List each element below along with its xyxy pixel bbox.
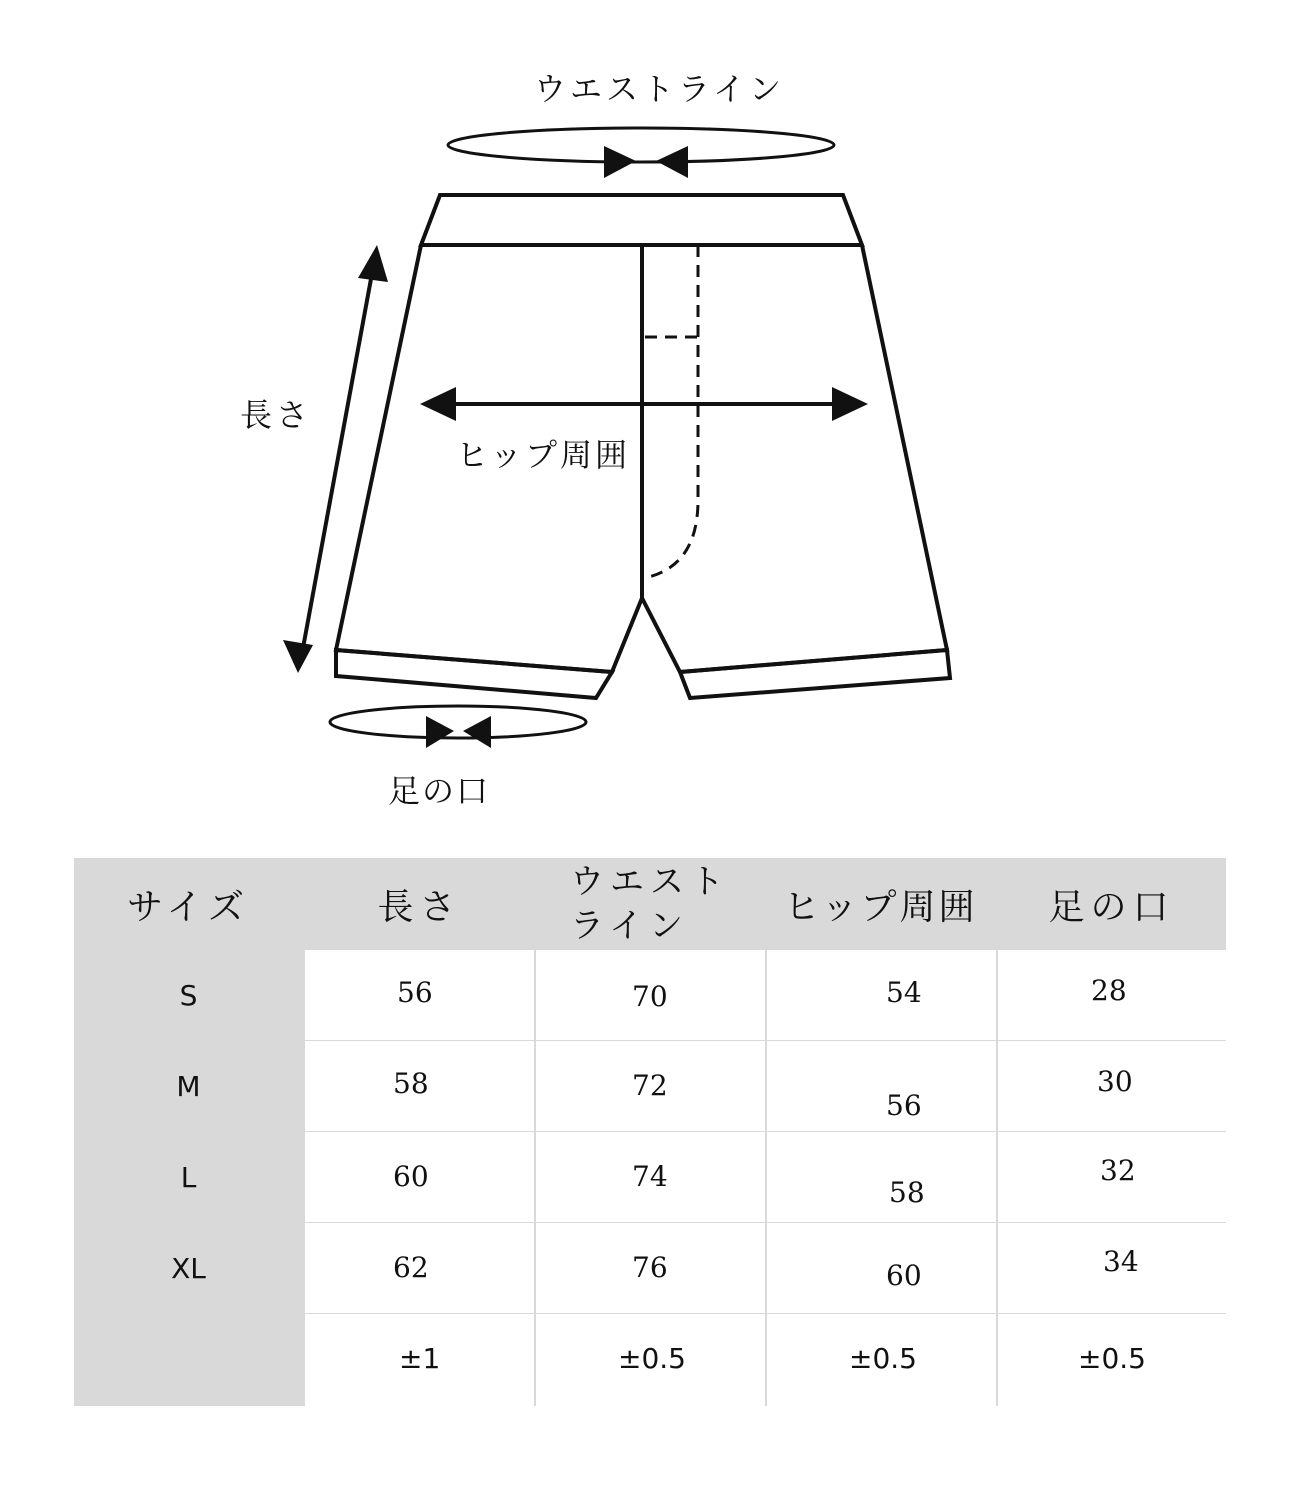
left-cuff <box>336 650 612 698</box>
cell-value: 30 <box>1097 1065 1133 1098</box>
size-m: M <box>176 1069 201 1103</box>
waist-ellipse <box>448 128 834 162</box>
tolerance-value: ±1 <box>399 1342 441 1375</box>
length-arrow-bottom <box>283 640 313 673</box>
tolerance-value: ±0.5 <box>618 1342 686 1375</box>
cell-value: 58 <box>393 1067 429 1100</box>
cell-value: 72 <box>632 1069 668 1102</box>
waist-arrow-left <box>656 146 688 178</box>
table-cell <box>536 1223 765 1313</box>
cell-value: 54 <box>886 976 922 1009</box>
length-arrow-top <box>358 245 388 282</box>
cell-value: 56 <box>886 1089 922 1122</box>
table-cell <box>305 1223 534 1313</box>
header-size: サイズ <box>126 886 251 928</box>
cell-value: 74 <box>632 1160 668 1193</box>
cell-value: 62 <box>393 1251 429 1284</box>
table-cell <box>998 1041 1226 1131</box>
right-cuff <box>680 650 950 698</box>
table-cell <box>305 1132 534 1222</box>
table-cell <box>305 1314 534 1406</box>
size-table <box>74 858 1226 1406</box>
length-label: 長さ <box>240 396 313 434</box>
leg-opening-label: 足の口 <box>388 772 491 810</box>
table-cell <box>998 950 1226 1040</box>
cell-value: 70 <box>632 980 668 1013</box>
header-leg-opening: 足の口 <box>1048 886 1175 928</box>
header-length: 長さ <box>377 886 462 928</box>
header-hip: ヒップ周囲 <box>783 886 978 928</box>
table-cell <box>998 1223 1226 1313</box>
tolerance-value: ±0.5 <box>849 1342 917 1375</box>
table-cell <box>767 950 996 1040</box>
leg-ellipse <box>330 706 586 738</box>
table-cell <box>767 1314 996 1406</box>
cell-value: 76 <box>632 1251 668 1284</box>
table-cell <box>536 1314 765 1406</box>
length-arrow-line <box>303 268 373 648</box>
cell-value: 34 <box>1103 1245 1139 1278</box>
cell-value: 60 <box>393 1160 429 1193</box>
size-xl: XL <box>171 1251 206 1285</box>
cell-value: 60 <box>886 1259 922 1292</box>
leg-arrow-left <box>463 716 491 748</box>
leg-arrow-right <box>426 716 454 748</box>
table-cell <box>998 1314 1226 1406</box>
hip-label: ヒップ周囲 <box>456 436 631 474</box>
table-cell <box>536 1132 765 1222</box>
size-l: L <box>180 1160 197 1194</box>
fly-stitch <box>645 245 698 578</box>
table-cell <box>305 1041 534 1131</box>
table-cell <box>767 1132 996 1222</box>
size-tolerance <box>74 1314 303 1404</box>
header-waist: ウエストライン <box>570 862 730 946</box>
table-cell <box>536 1041 765 1131</box>
cell-value: 32 <box>1100 1154 1136 1187</box>
table-cell <box>767 1223 996 1313</box>
table-cell <box>998 1132 1226 1222</box>
hip-arrow-right <box>832 387 868 421</box>
table-cell <box>305 950 534 1040</box>
tolerance-value: ±0.5 <box>1078 1342 1146 1375</box>
waist-arrow-right <box>604 146 636 178</box>
cell-value: 56 <box>397 976 433 1009</box>
waistband <box>421 195 862 245</box>
size-s: S <box>179 978 198 1012</box>
table-cell <box>536 950 765 1040</box>
hip-arrow-left <box>420 387 456 421</box>
table-cell <box>767 1041 996 1131</box>
waist-label: ウエストライン <box>534 70 786 108</box>
cell-value: 28 <box>1091 974 1127 1007</box>
cell-value: 58 <box>889 1176 925 1209</box>
